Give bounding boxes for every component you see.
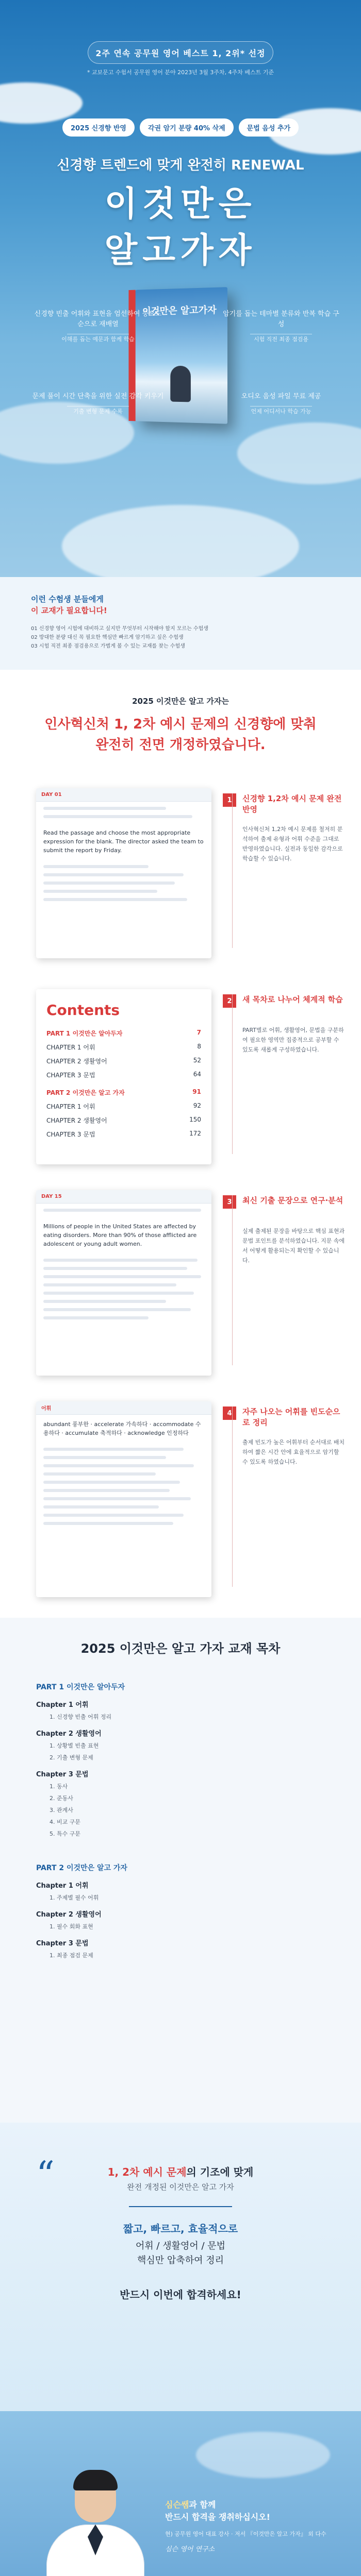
placeholder-line xyxy=(43,1300,166,1303)
feature-sub: 언제 어디서나 학습 가능 xyxy=(251,408,311,415)
toc-item: 3. 관계사 xyxy=(50,1807,73,1814)
badge: 문법 음성 추가 xyxy=(239,118,299,137)
summary-line: 완전 개정된 이것만은 알고 가자 xyxy=(127,2182,234,2192)
feature-sub: 이해를 돕는 예문과 함께 학습 xyxy=(61,336,135,343)
list-item: 01 신경향 영어 시험에 대비하고 싶지만 무엇부터 시작해야 할지 모르는 수험생 xyxy=(31,626,208,632)
feature-title: 최신 기출 문장으로 연구·분석 xyxy=(242,1196,343,1205)
contents-row: CHAPTER 2 생활영어 52 xyxy=(46,1057,201,1065)
target-audience-section xyxy=(0,577,361,670)
sample-page-day: DAY 15 xyxy=(41,1194,62,1199)
sample-page xyxy=(36,1190,211,1376)
summary-text: 의 기조에 맞게 xyxy=(186,2166,254,2178)
feature-number: 2 xyxy=(223,994,236,1008)
feature-block-2 xyxy=(0,979,361,1180)
placeholder-line xyxy=(43,1472,156,1476)
toc-chapter: Chapter 1 어휘 xyxy=(36,1701,89,1709)
sample-page-header xyxy=(36,788,211,802)
toc-item: 1. 상황별 빈출 표현 xyxy=(50,1742,99,1749)
badge-row xyxy=(0,118,361,137)
toc-chapter: Chapter 2 생활영어 xyxy=(36,1730,102,1738)
placeholder-line xyxy=(43,1308,191,1311)
summary-line xyxy=(0,2164,361,2179)
feature-block-4 xyxy=(0,1391,361,1618)
cloud-shape xyxy=(62,505,299,577)
placeholder-line xyxy=(43,1505,159,1509)
placeholder-line xyxy=(43,1464,194,1467)
placeholder-line xyxy=(43,1259,198,1262)
summary-line: 반드시 이번에 합격하세요! xyxy=(120,2289,241,2301)
quote-icon: “ xyxy=(36,2154,55,2196)
toc-item: 1. 주제별 필수 어휘 xyxy=(50,1894,99,1901)
toc-chapter: Chapter 3 문법 xyxy=(36,1771,89,1778)
feature-block-3 xyxy=(0,1180,361,1391)
contents-row: CHAPTER 2 생활영어 150 xyxy=(46,1116,201,1124)
author-name-text: 반드시 합격을 쟁취하십시오! xyxy=(165,2512,270,2522)
table-of-contents-section xyxy=(0,1618,361,2123)
placeholder-line xyxy=(43,1522,173,1525)
feature-number: 4 xyxy=(223,1406,236,1420)
feature-description: 출제 빈도가 높은 어휘부터 순서대로 배치하여 짧은 시간 안에 효율적으로 암기할 수 있도록 하였습니다. xyxy=(242,1439,345,1465)
placeholder-line xyxy=(43,815,192,818)
list-item: 02 방대한 분량 대신 꼭 필요한 핵심만 빠르게 암기하고 싶은 수험생 xyxy=(31,635,184,640)
contents-row: CHAPTER 3 문법 172 xyxy=(46,1130,201,1138)
toc-item: 1. 최종 점검 문제 xyxy=(50,1952,93,1959)
intro-section xyxy=(0,670,361,773)
placeholder-line xyxy=(43,1489,170,1492)
toc-item: 2. 기출 변형 문제 xyxy=(50,1754,93,1761)
feature-text xyxy=(222,309,340,345)
sample-page xyxy=(36,1401,211,1597)
toc-item: 1. 신경향 빈출 어휘 정리 xyxy=(50,1714,112,1720)
summary-section xyxy=(0,2123,361,2411)
target-audience-heading xyxy=(31,594,107,616)
sample-page xyxy=(36,788,211,958)
target-audience-prefix: 이런 수험생 분들에게 xyxy=(31,595,104,604)
summary-text: 어휘 / 생활영어 / 문법 xyxy=(135,2241,226,2251)
toc-part: PART 1 이것만은 알아두자 xyxy=(36,1683,125,1691)
placeholder-line xyxy=(43,1267,187,1270)
summary-line xyxy=(0,2239,361,2268)
toc-item: 1. 필수 회화 표현 xyxy=(50,1923,93,1930)
contents-row: CHAPTER 1 어휘 8 xyxy=(46,1043,201,1051)
summary-text: 핵심만 압축하여 정리 xyxy=(137,2255,224,2266)
author-name-emphasis: 심슨쌤 xyxy=(165,2500,189,2510)
feature-block-1 xyxy=(0,773,361,979)
author-signature: 심슨 영어 연구소 xyxy=(165,2546,215,2553)
feature-text xyxy=(31,392,165,417)
feature-number: 1 xyxy=(223,793,236,807)
feature-title: 새 목차로 나누어 체계적 학습 xyxy=(242,995,343,1004)
hero-title xyxy=(0,180,361,273)
author-section xyxy=(0,2411,361,2576)
author-photo xyxy=(46,2473,144,2576)
toc-body xyxy=(36,1669,325,1959)
feature-description: PART별로 어휘, 생활영어, 문법을 구분하여 필요한 영역만 집중적으로 공부할 수 있도록 새롭게 구성하였습니다. xyxy=(242,1027,344,1053)
author-name xyxy=(165,2499,330,2523)
hero-title-line: 이것만은 xyxy=(104,183,257,224)
hero-title-line: 알고가자 xyxy=(104,230,257,270)
feature-main: 암기를 돕는 테마별 분류와 반복 학습 구성 xyxy=(223,310,339,328)
feature-description: 실제 출제된 문장을 바탕으로 핵심 표현과 문법 포인트를 분석하였습니다. 지문 속에서 어떻게 활용되는지 확인할 수 있습니다. xyxy=(242,1228,345,1264)
intro-headline-line: 인사혁신처 1, 2차 예시 문제의 신경향에 맞춰 xyxy=(44,717,317,732)
toc-chapter: Chapter 2 생활영어 xyxy=(36,1911,102,1919)
placeholder-line xyxy=(43,898,187,901)
toc-item: 5. 특수 구문 xyxy=(50,1831,80,1837)
divider xyxy=(232,1195,233,1365)
target-audience-list xyxy=(31,624,335,651)
contents-title: Contents xyxy=(46,1002,120,1019)
feature-text xyxy=(31,309,165,345)
contents-row: PART 1 이것만은 알아두자 7 xyxy=(46,1029,201,1037)
feature-main: 문제 풀이 시간 단축을 위한 실전 감각 키우기 xyxy=(32,393,164,400)
feature-sub: 기출 변형 문제 수록 xyxy=(73,408,123,415)
feature-text xyxy=(222,392,340,417)
sample-page-day: DAY 01 xyxy=(41,792,62,798)
feature-description: 인사혁신처 1,2차 예시 문제를 철저히 분석하여 출제 유형과 어휘 수준을 그대로 반영하였습니다. 실전과 동일한 감각으로 학습할 수 있습니다. xyxy=(242,826,343,862)
book-title: 이것만은 알고가자 xyxy=(142,304,217,317)
toc-title: 2025 이것만은 알고 가자 교재 목차 xyxy=(80,1641,281,1656)
bestseller-note: * 교보문고 수험서 공무원 영어 분야 2023년 3월 3주차, 4주차 베스트 기준 xyxy=(87,69,274,76)
cloud-shape xyxy=(237,422,361,484)
target-audience-emphasis: 이 교재가 필요합니다! xyxy=(31,606,107,615)
feature-main: 신경향 빈출 어휘와 표현을 엄선하여 중요도 순으로 재배열 xyxy=(34,310,162,328)
contents-row: CHAPTER 1 어휘 92 xyxy=(46,1102,201,1110)
feature-main: 오디오 음성 파일 무료 제공 xyxy=(241,393,321,400)
divider xyxy=(232,1406,233,1587)
contents-page xyxy=(36,989,211,1164)
feature-title: 신경향 1,2차 예시 문제 완전 반영 xyxy=(242,794,342,814)
toc-item: 4. 비교 구문 xyxy=(50,1819,80,1825)
toc-item: 1. 동사 xyxy=(50,1783,68,1790)
placeholder-line xyxy=(43,1456,166,1459)
placeholder-line xyxy=(43,882,175,885)
contents-row: PART 2 이것만은 알고 가자 91 xyxy=(46,1088,201,1096)
cloud-shape xyxy=(0,82,83,124)
author-description: 현) 공무원 영어 대표 강사 · 저서 『이것만은 알고 가자』 외 다수 xyxy=(165,2531,326,2537)
divider xyxy=(129,2206,232,2207)
placeholder-line xyxy=(43,1283,176,1286)
placeholder-line xyxy=(43,1481,180,1484)
placeholder-line xyxy=(43,873,184,876)
toc-item: 2. 준동사 xyxy=(50,1795,73,1802)
sample-page-text: abundant 풍부한 · accelerate 가속하다 · accommodate 수용하다 · accumulate 축적하다 · acknowledge 인정하다 xyxy=(43,1421,201,1436)
badge: 각권 암기 분량 40% 삭제 xyxy=(140,118,234,137)
placeholder-line xyxy=(43,807,166,810)
placeholder-line xyxy=(43,1292,194,1295)
feature-number: 3 xyxy=(223,1195,236,1209)
sample-page-header xyxy=(36,1401,211,1415)
hero-subtitle: 신경향 트렌드에 맞게 완전히 RENEWAL xyxy=(57,158,304,173)
intro-lead: 2025 이것만은 알고 가자는 xyxy=(132,697,229,706)
book-cover-figure xyxy=(170,366,191,402)
placeholder-line xyxy=(43,1275,201,1278)
list-item: 03 시험 직전 최종 점검용으로 가볍게 볼 수 있는 교재를 찾는 수험생 xyxy=(31,643,185,649)
feature-sub: 시험 직전 최종 점검용 xyxy=(253,336,309,343)
intro-headline xyxy=(0,714,361,755)
placeholder-line xyxy=(43,1316,149,1319)
sample-page-text: Read the passage and choose the most appropriate expression for the blank. The director asked the team to submit the report by Friday. xyxy=(43,829,204,854)
placeholder-line xyxy=(43,865,149,868)
contents-row: CHAPTER 3 문법 64 xyxy=(46,1071,201,1079)
author-name-text: 과 함께 xyxy=(189,2500,216,2510)
toc-part: PART 2 이것만은 알고 가자 xyxy=(36,1864,127,1872)
placeholder-line xyxy=(43,1514,184,1517)
sample-page-header xyxy=(36,1190,211,1204)
placeholder-line xyxy=(43,1448,184,1451)
summary-line: 짧고, 빠르고, 효율적으로 xyxy=(123,2223,238,2235)
cloud-shape xyxy=(196,2432,330,2478)
sample-page-day: 어휘 xyxy=(41,1406,52,1412)
divider xyxy=(232,793,233,948)
author-text xyxy=(165,2499,330,2554)
badge: 2025 신경향 반영 xyxy=(62,118,135,137)
toc-chapter: Chapter 3 문법 xyxy=(36,1940,89,1947)
placeholder-line xyxy=(43,1209,201,1212)
sample-page-text: Millions of people in the United States are affected by eating disorders. More than 90% of those afflicted are adolescent or young adult women. xyxy=(43,1223,197,1247)
feature-title: 자주 나오는 어휘를 빈도순으로 정리 xyxy=(242,1407,340,1427)
divider xyxy=(232,994,233,1154)
placeholder-line xyxy=(43,1497,191,1500)
toc-chapter: Chapter 1 어휘 xyxy=(36,1882,89,1890)
author-hair xyxy=(73,2470,118,2490)
bestseller-pill: 2주 연속 공무원 영어 베스트 1, 2위* 선정 xyxy=(88,41,273,64)
summary-emphasis: 1, 2차 예시 문제 xyxy=(107,2166,187,2178)
intro-headline-line: 완전히 전면 개정하였습니다. xyxy=(95,737,266,753)
hero-section xyxy=(0,0,361,577)
placeholder-line xyxy=(43,890,157,893)
